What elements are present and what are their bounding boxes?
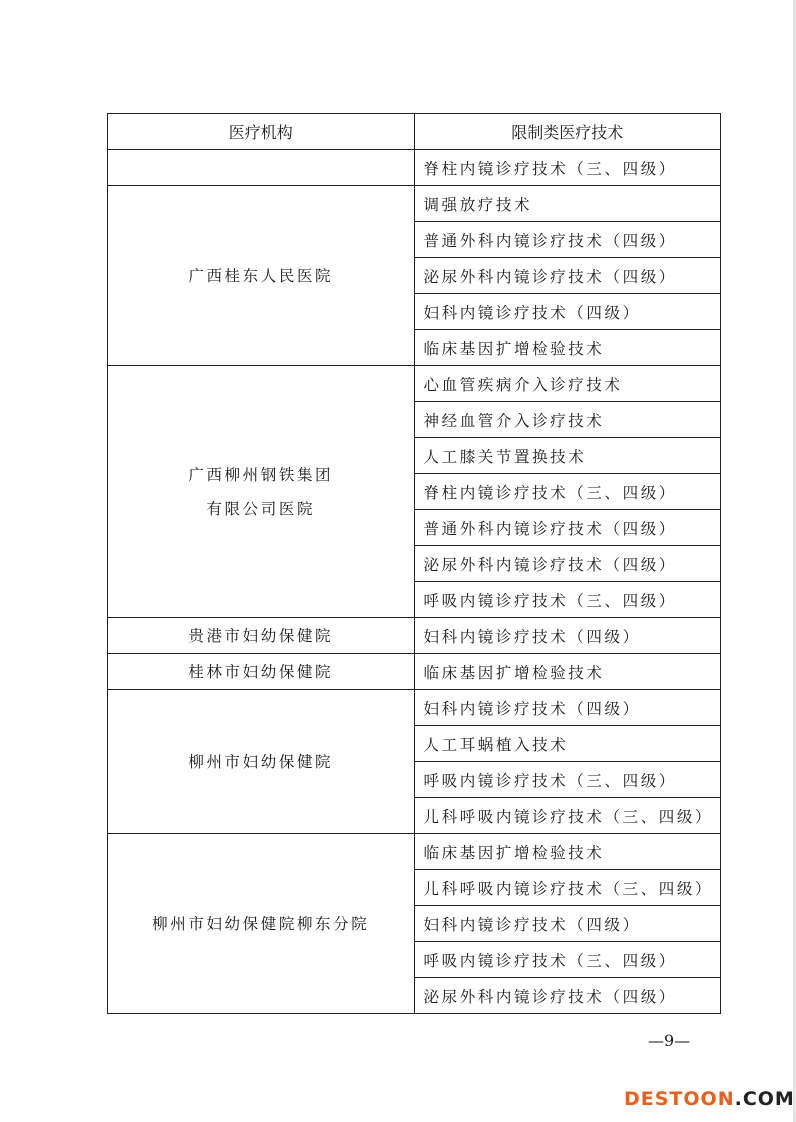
tech-cell: 脊柱内镜诊疗技术（三、四级） — [414, 150, 721, 186]
org-name-line: 广西柳州钢铁集团 — [188, 465, 334, 484]
tech-cell: 临床基因扩增检验技术 — [414, 834, 721, 870]
tech-cell: 泌尿外科内镜诊疗技术（四级） — [414, 546, 721, 582]
table-row — [108, 366, 721, 402]
table-row — [108, 186, 721, 222]
medical-tech-table — [107, 113, 721, 1014]
table-row — [108, 834, 721, 870]
page-number: —9— — [648, 1031, 691, 1050]
header-tech: 限制类医疗技术 — [414, 114, 721, 150]
watermark-suffix: .COM — [734, 1088, 795, 1110]
table-row — [108, 618, 721, 654]
table-header-row — [108, 114, 721, 150]
header-org: 医疗机构 — [108, 114, 415, 150]
table-row — [108, 150, 721, 186]
tech-cell: 临床基因扩增检验技术 — [414, 654, 721, 690]
table-row — [108, 654, 721, 690]
watermark-logo — [624, 1088, 795, 1110]
org-cell — [108, 366, 415, 618]
watermark-main: DESTOON — [624, 1088, 735, 1110]
tech-cell: 妇科内镜诊疗技术（四级） — [414, 618, 721, 654]
table-row — [108, 690, 721, 726]
tech-cell: 泌尿外科内镜诊疗技术（四级） — [414, 978, 721, 1014]
tech-cell: 呼吸内镜诊疗技术（三、四级） — [414, 762, 721, 798]
org-cell: 柳州市妇幼保健院柳东分院 — [108, 834, 415, 1014]
tech-cell: 呼吸内镜诊疗技术（三、四级） — [414, 582, 721, 618]
org-cell — [108, 150, 415, 186]
org-cell: 贵港市妇幼保健院 — [108, 618, 415, 654]
tech-cell: 泌尿外科内镜诊疗技术（四级） — [414, 258, 721, 294]
tech-cell: 普通外科内镜诊疗技术（四级） — [414, 510, 721, 546]
tech-cell: 脊柱内镜诊疗技术（三、四级） — [414, 474, 721, 510]
tech-cell: 妇科内镜诊疗技术（四级） — [414, 690, 721, 726]
tech-cell: 呼吸内镜诊疗技术（三、四级） — [414, 942, 721, 978]
org-cell: 柳州市妇幼保健院 — [108, 690, 415, 834]
tech-cell: 妇科内镜诊疗技术（四级） — [414, 906, 721, 942]
tech-cell: 儿科呼吸内镜诊疗技术（三、四级） — [414, 798, 721, 834]
tech-cell: 妇科内镜诊疗技术（四级） — [414, 294, 721, 330]
tech-cell: 儿科呼吸内镜诊疗技术（三、四级） — [414, 870, 721, 906]
tech-cell: 调强放疗技术 — [414, 186, 721, 222]
org-cell: 桂林市妇幼保健院 — [108, 654, 415, 690]
tech-cell: 普通外科内镜诊疗技术（四级） — [414, 222, 721, 258]
org-cell: 广西桂东人民医院 — [108, 186, 415, 366]
tech-cell: 心血管疾病介入诊疗技术 — [414, 366, 721, 402]
table-body — [108, 150, 721, 1014]
tech-cell: 神经血管介入诊疗技术 — [414, 402, 721, 438]
tech-cell: 人工膝关节置换技术 — [414, 438, 721, 474]
org-name-line: 有限公司医院 — [206, 499, 316, 518]
tech-cell: 人工耳蜗植入技术 — [414, 726, 721, 762]
tech-cell: 临床基因扩增检验技术 — [414, 330, 721, 366]
